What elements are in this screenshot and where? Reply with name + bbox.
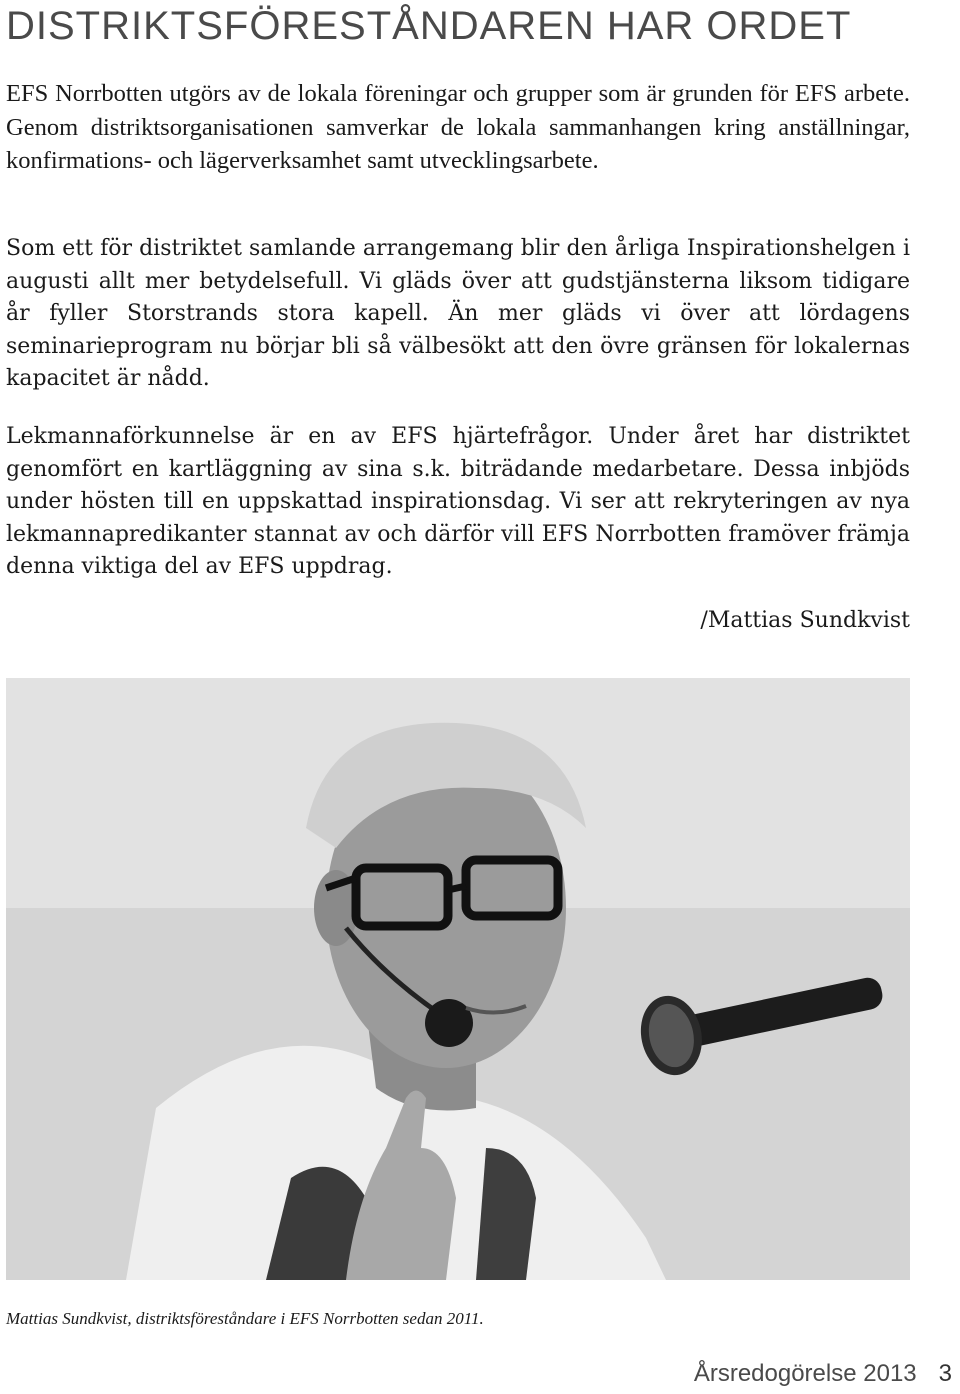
paragraph-intro: EFS Norrbotten utgörs av de lokala föreningar och grupper som är grunden för EFS arbete. Genom distriktsorganisationen samverkar de lokala sammanhangen kring anställningar, konfirmations- och lägerverksamhet samt utvecklingsarbete. [6, 80, 910, 174]
page-number: 3 [938, 1360, 952, 1387]
page-footer [694, 1360, 952, 1388]
portrait-photo [6, 678, 910, 1280]
paragraph-lekmannaforkunnelse: Lekmannaförkunnelse är en av EFS hjärtefrågor. Under året har distriktet genomfört en kartläggning av sina s.k. biträdande medarbetare. Dessa inbjöds under hösten till en uppskattad inspirationsdag. Vi ser att rekryteringen av nya lekmannapredikanter stannat av och därför vill EFS Norrbotten framöver främja denna viktiga del av EFS uppdrag. [6, 424, 910, 579]
signature: /Mattias Sundkvist [700, 608, 910, 633]
page-heading: DISTRIKTSFÖRESTÅNDAREN HAR ORDET [6, 4, 852, 48]
paragraph-inspirationshelgen: Som ett för distriktet samlande arrangemang blir den årliga Inspirationshelgen i augusti allt mer betydelsefull. Vi gläds över att gudstjänsterna liksom tidigare år fyller Storstrands stora kapell. Än mer gläds vi över att lördagens seminarieprogram nu börjar bli så välbesökt att den övre gränsen för lokalernas kapacitet är nådd. [6, 236, 910, 391]
footer-title: Årsredogörelse 2013 [693, 1360, 917, 1387]
photo-caption: Mattias Sundkvist, distriktsföreståndare i EFS Norrbotten sedan 2011. [6, 1309, 484, 1328]
